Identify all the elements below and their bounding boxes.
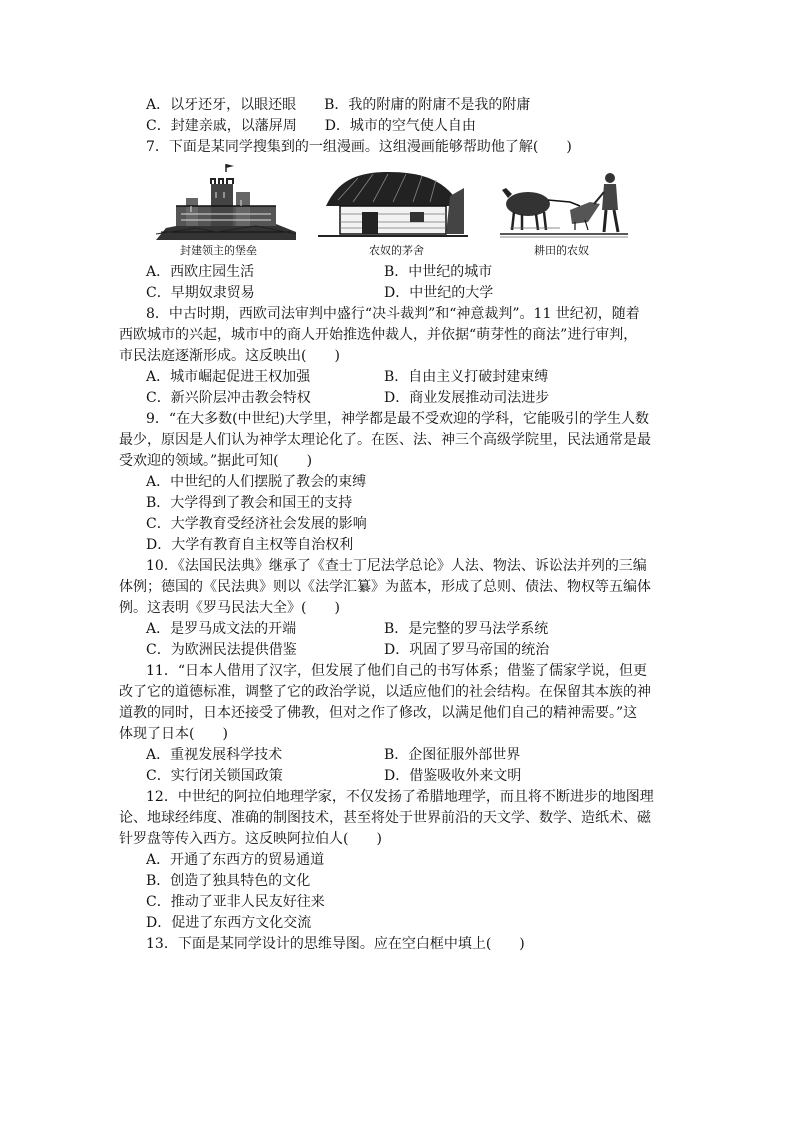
q11-option-c: C．实行闭关锁国政策 [146,768,283,784]
q8-option-a: A．城市崛起促进王权加强 [146,369,311,385]
q12-option-c: C．推动了亚非人民友好往来 [146,894,325,910]
q11-stem-line4: 体现了日本( ) [119,726,228,742]
q12-stem-line3: 针罗盘等传入西方。这反映阿拉伯人( ) [119,831,382,847]
q9-stem-line2: 最少，原因是人们认为神学太理论化了。在医、法、神三个高级学院里，民法通常是最 [119,432,651,448]
q11-stem-line2: 改了它的道德标准，调整了它的政治学说，以适应他们的社会结构。在保留其本族的神 [119,684,651,700]
q12-option-a: A．开通了东西方的贸易通道 [146,852,325,868]
q8-option-c: C．新兴阶层冲击教会特权 [146,390,311,406]
plowing-caption: 耕田的农奴 [534,244,589,257]
q12-option-b: B．创造了独具特色的文化 [146,873,311,889]
q11-option-b: B．企图征服外部世界 [384,747,521,763]
q7-stem: 7．下面是某同学搜集到的一组漫画。这组漫画能够帮助他了解( ) [146,139,572,155]
q10-option-c: C．为欧洲民法提供借鉴 [146,642,297,658]
q6-options-row2: C．封建亲戚，以藩屏周 D．城市的空气使人自由 [146,118,476,134]
q10-stem-line2: 体例；德国的《民法典》则以《法学汇纂》为蓝本，形成了总则、债法、物权等五编体 [119,579,651,595]
castle-illustration [156,162,296,240]
q13-stem: 13．下面是某同学设计的思维导图。应在空白框中填上( ) [146,936,525,952]
q9-option-a: A．中世纪的人们摆脱了教会的束缚 [146,474,367,490]
q8-stem-line2: 西欧城市的兴起，城市中的商人开始推选仲裁人，并依据“萌芽性的商法”进行审判， [119,327,638,343]
plowing-illustration [500,164,628,240]
q12-stem-line2: 论、地球经纬度、准确的制图技术，甚至将处于世界前沿的天文学、数学、造纸术、磁 [119,810,651,826]
q10-option-a: A．是罗马成文法的开端 [146,621,297,637]
hut-illustration [318,166,468,240]
q11-option-d: D．借鉴吸收外来文明 [384,768,522,784]
q12-stem-line1: 12．中世纪的阿拉伯地理学家，不仅发扬了希腊地理学，而且将不断进步的地图理 [146,789,654,805]
q8-stem-line1: 8．中古时期，西欧司法审判中盛行“决斗裁判”和“神意裁判”。11 世纪初，随着 [146,306,640,322]
q8-option-b: B．自由主义打破封建束缚 [384,369,549,385]
q9-option-b: B．大学得到了教会和国王的支持 [146,495,353,511]
q7-option-d: D．中世纪的大学 [384,285,494,301]
q10-option-d: D．巩固了罗马帝国的统治 [384,642,550,658]
q6-options-row1: A．以牙还牙，以眼还眼 B．我的附庸的附庸不是我的附庸 [146,97,531,113]
hut-caption: 农奴的茅舍 [369,244,424,257]
q9-stem-line1: 9．“在大多数(中世纪)大学里，神学都是最不受欢迎的学科，它能吸引的学生人数 [146,411,649,427]
q10-stem-line1: 10．《法国民法典》继承了《查士丁尼法学总论》人法、物法、诉讼法并列的三编 [146,558,647,574]
q9-option-c: C．大学教育受经济社会发展的影响 [146,516,367,532]
q7-option-a: A．西欧庄园生活 [146,264,255,280]
q11-stem-line1: 11．“日本人借用了汉字，但发展了他们自己的书写体系；借鉴了儒家学说，但更 [146,663,647,679]
q12-option-d: D．促进了东西方文化交流 [146,915,312,931]
q7-option-b: B．中世纪的城市 [384,264,493,280]
q9-stem-line3: 受欢迎的领域。”据此可知( ) [119,453,313,469]
q11-stem-line3: 道教的同时，日本还接受了佛教，但对之作了修改，以满足他们自己的精神需要。”这 [119,705,638,721]
q11-option-a: A．重视发展科学技术 [146,747,283,763]
q9-option-d: D．大学有教育自主权等自治权利 [146,537,354,553]
q8-stem-line3: 市民法庭逐渐形成。这反映出( ) [119,348,340,364]
q10-option-b: B．是完整的罗马法学系统 [384,621,549,637]
q10-stem-line3: 例。这表明《罗马民法大全》( ) [119,600,340,616]
q7-option-c: C．早期奴隶贸易 [146,285,255,301]
q8-option-d: D．商业发展推动司法进步 [384,390,550,406]
castle-caption: 封建领主的堡垒 [180,244,257,257]
